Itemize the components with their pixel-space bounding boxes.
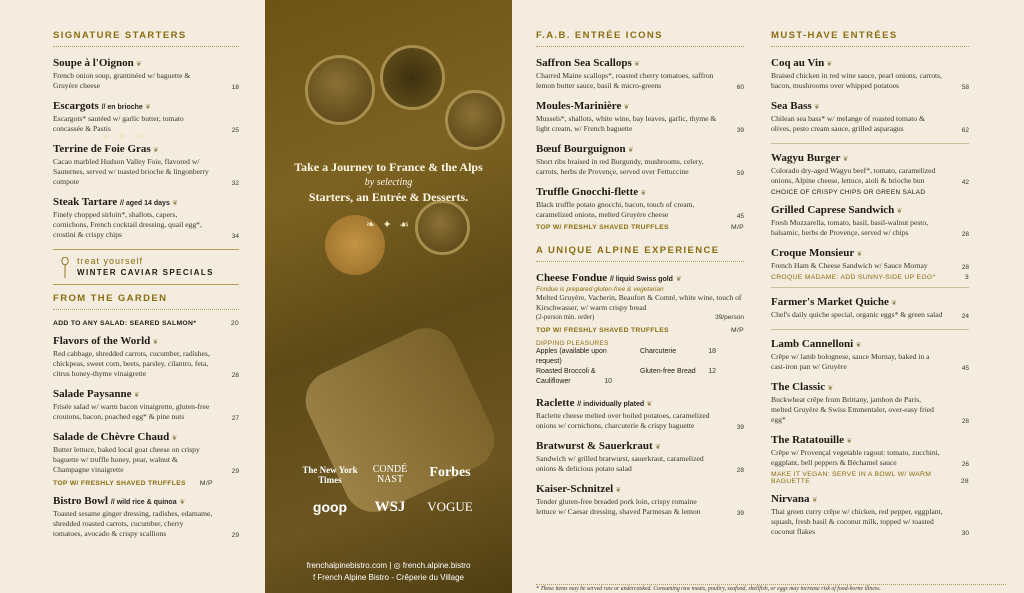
menu-item[interactable] bbox=[536, 397, 744, 431]
forbes-logo: Forbes bbox=[429, 465, 471, 480]
item-name: Moules-Marinière bbox=[536, 100, 622, 112]
item-price: 42 bbox=[961, 179, 969, 186]
fab-column bbox=[536, 30, 744, 526]
item-name: Terrine de Foie Gras bbox=[53, 143, 151, 155]
menu-item[interactable] bbox=[536, 483, 744, 517]
menu-item[interactable] bbox=[53, 196, 239, 240]
leaf-icon: ❦ bbox=[142, 103, 151, 111]
caviar-banner[interactable] bbox=[53, 249, 239, 285]
item-price: 18 bbox=[231, 84, 239, 91]
fab-list bbox=[536, 57, 744, 220]
divider bbox=[771, 143, 969, 144]
ornament-icon: ❧ ✦ ☙ bbox=[365, 218, 412, 231]
item-description: Thai green curry crêpe w/ chicken, red pepper, eggplant, squash, fresh basil & coconut milk, topped w/ toasted coconut flakes bbox=[771, 507, 943, 536]
section-title-must: MUST-HAVE ENTRÉES bbox=[771, 30, 969, 47]
leaf-icon: ❦ bbox=[613, 486, 622, 494]
salad-addon: ADD TO ANY SALAD: SEARED SALMON* 20 bbox=[53, 320, 239, 327]
leaf-icon: ❦ bbox=[853, 341, 862, 349]
nyt-logo: The New York Times bbox=[302, 465, 358, 485]
leaf-icon: ❦ bbox=[854, 250, 863, 258]
spoon-icon bbox=[61, 257, 69, 279]
leaf-icon: ❦ bbox=[131, 391, 140, 399]
item-description: Escargots* sautéed w/ garlic butter, tomato concassée & Pastis bbox=[53, 114, 184, 133]
item-description: Crêpe w/ Provençal vegetable ragout: tomato, zucchini, eggplant, bell peppers & Béchamel sauce bbox=[771, 448, 940, 467]
menu-item[interactable] bbox=[771, 381, 969, 425]
leaf-icon: ❦ bbox=[894, 207, 903, 215]
tagline: Take a Journey to France & the Alps by selecting Starters, an Entrée & Desserts. bbox=[294, 160, 483, 204]
item-description: Fresh Mozzarella, tomato, basil, basil-walnut pesto, balsamic, herbs de Provençe, served w/ chips bbox=[771, 218, 929, 237]
croque-madame-addon: CROQUE MADAME: ADD SUNNY-SIDE UP EGG* 3 bbox=[771, 274, 969, 281]
item-subtitle: // en brioche bbox=[101, 104, 143, 111]
leaf-icon: ❦ bbox=[150, 338, 159, 346]
item-price: 24 bbox=[961, 313, 969, 320]
item-price: 28 bbox=[231, 372, 239, 379]
item-description: Short ribs braised in red Burgundy, mushrooms, celery, carrots, herbs de Provençe, served over Fettuccine bbox=[536, 157, 704, 176]
bowl-image bbox=[445, 90, 505, 150]
item-price: 29 bbox=[231, 468, 239, 475]
alpine-list bbox=[536, 397, 744, 517]
leaf-icon: ❦ bbox=[809, 496, 818, 504]
vogue-logo: VOGUE bbox=[427, 499, 473, 514]
item-price: 26 bbox=[961, 461, 969, 468]
bowl-image bbox=[380, 45, 445, 110]
item-description: Chef's daily quiche special, organic eggs* & green salad bbox=[771, 310, 943, 319]
item-description: Cacao marbled Hudson Valley Foie, flavored w/ Sauternes, served w/ toasted brioche & lingonberry compote bbox=[53, 157, 209, 186]
item-description: French Ham & Cheese Sandwich w/ Sauce Mornay bbox=[771, 261, 928, 270]
menu-item[interactable] bbox=[771, 493, 969, 537]
menu-item[interactable] bbox=[536, 57, 744, 91]
fondue-truffle-addon: TOP W/ FRESHLY SHAVED TRUFFLES M/P bbox=[536, 327, 744, 334]
leaf-icon: ❦ bbox=[133, 60, 142, 68]
item-description: French onion soup, grantinéed w/ baguette & Gruyère cheese bbox=[53, 71, 191, 90]
menu-item[interactable] bbox=[53, 388, 239, 422]
item-price: 62 bbox=[961, 127, 969, 134]
menu-item[interactable] bbox=[53, 431, 239, 475]
wsj-logo: WSJ bbox=[374, 499, 406, 515]
vegan-addon: MAKE IT VEGAN: SERVE IN A BOWL W/ WARM BAGUETTE 28 bbox=[771, 471, 969, 485]
item-price: 32 bbox=[231, 180, 239, 187]
item-name: Nirvana bbox=[771, 493, 810, 505]
item-description: Finely chopped sirloin*, shallots, capers, cornichons, French cocktail dressing, quail egg*, crostini & crispy chips bbox=[53, 210, 202, 239]
section-title-garden: FROM THE GARDEN bbox=[53, 293, 239, 310]
leaf-icon: ❦ bbox=[811, 103, 820, 111]
menu-item[interactable] bbox=[771, 204, 969, 238]
menu-item[interactable] bbox=[536, 186, 744, 220]
item-name: Raclette bbox=[536, 397, 575, 409]
item-description: Chilean sea bass* w/ melange of roasted tomato & olives, pesto cream sauce, grilled asparagus bbox=[771, 114, 925, 133]
dipping-title: DIPPING PLEASURES bbox=[536, 340, 609, 347]
item-description: Colorado dry-aged Wagyu beef*, tomato, caramelized onions, Alpine cheese, lettuce, aioli & brioche bun bbox=[771, 166, 936, 185]
item-name: The Classic bbox=[771, 381, 826, 393]
menu-item[interactable] bbox=[536, 440, 744, 474]
divider bbox=[771, 329, 969, 330]
leaf-icon: ❦ bbox=[844, 437, 853, 445]
item-price: 30 bbox=[961, 530, 969, 537]
leaf-icon: ❦ bbox=[888, 299, 897, 307]
menu-item[interactable] bbox=[53, 100, 239, 134]
item-price: 34 bbox=[231, 233, 239, 240]
item-description: Sandwich w/ grilled bratwurst, sauerkraut, caramelized onions & delicious potato salad bbox=[536, 454, 704, 473]
menu-item[interactable]: Cheese Fondue // liquid Swiss gold ❦ Fondue is prepared gluten-free & vegetarian Melted Gruyère, Vacherin, Beaufort & Comté, white wine, touch of Kirschwasser, w/ warm crispy bread (2-person min. order) 39/person bbox=[536, 272, 744, 321]
item-price: 28 bbox=[961, 264, 969, 271]
item-description: Tender gluten-free breaded pork loin, crispy romaine lettuce w/ Caesar dressing, shaved Parmesan & lemon bbox=[536, 497, 701, 516]
menu-item[interactable] bbox=[536, 100, 744, 134]
leaf-icon: ❦ bbox=[179, 498, 186, 506]
section-title-fab: F.A.B. ENTRÉE ICONS bbox=[536, 30, 744, 47]
item-name: Sea Bass bbox=[771, 100, 812, 112]
goop-logo: goop bbox=[312, 499, 348, 515]
leaf-icon: ❦ bbox=[625, 146, 634, 154]
menu-item[interactable] bbox=[771, 338, 969, 372]
item-price: 45 bbox=[736, 213, 744, 220]
item-price: 28 bbox=[736, 467, 744, 474]
starters-list bbox=[53, 57, 239, 240]
menu-item[interactable] bbox=[53, 143, 239, 187]
press-logos bbox=[300, 465, 480, 516]
item-price: 45 bbox=[961, 365, 969, 372]
item-name: Bratwurst & Sauerkraut bbox=[536, 440, 653, 452]
item-name: Salade Paysanne bbox=[53, 388, 132, 400]
leaf-icon: ❦ bbox=[169, 199, 178, 207]
item-name: Farmer's Market Quiche bbox=[771, 296, 889, 308]
fab-truffle-addon: TOP W/ FRESHLY SHAVED TRUFFLES M/P bbox=[536, 224, 744, 231]
item-description: Crêpe w/ lamb bolognese, sauce Mornay, baked in a cast-iron pan w/ Gruyère bbox=[771, 352, 930, 371]
item-price: 27 bbox=[231, 415, 239, 422]
garden-truffle-addon: TOP W/ FRESHLY SHAVED TRUFFLES M/P bbox=[53, 480, 213, 487]
menu-item[interactable] bbox=[771, 152, 969, 186]
section-title-alpine: A UNIQUE ALPINE EXPERIENCE bbox=[536, 245, 744, 262]
item-price: 28 bbox=[961, 418, 969, 425]
disclaimer: * These items may be served raw or undercooked. Consuming raw meats, poultry, seafood, shellfish, or eggs may increase risk of food-borne illness. bbox=[536, 584, 1006, 592]
menu-item[interactable] bbox=[771, 247, 969, 271]
item-description: Braised chicken in red wine sauce, pearl onions, carrots, bacon, mushrooms over whipped potatoes bbox=[771, 71, 943, 90]
bowl-image bbox=[305, 55, 375, 125]
item-name: Salade de Chèvre Chaud bbox=[53, 431, 170, 443]
divider bbox=[771, 287, 969, 288]
item-subtitle: // individually plated bbox=[577, 401, 645, 408]
menu-item[interactable] bbox=[536, 143, 744, 177]
item-name: Flavors of the World bbox=[53, 335, 151, 347]
dipping-item: Charcuterie 18 bbox=[640, 348, 716, 355]
item-description: Raclette cheese melted over boiled potatoes, caramelized onions w/ cornichons, charcuterie & crispy baguette bbox=[536, 411, 710, 430]
item-description: Charred Maine scallops*, roasted cherry tomatoes, saffron lemon butter sauce, basil & micro-greens bbox=[536, 71, 714, 90]
dipping-item: Gluten-free Bread 12 bbox=[640, 368, 716, 375]
item-name: Grilled Caprese Sandwich bbox=[771, 204, 895, 216]
menu-item[interactable] bbox=[53, 57, 239, 91]
burger-choice: CHOICE OF CRISPY CHIPS OR GREEN SALAD bbox=[771, 189, 926, 196]
caviar-line2: WINTER CAVIAR SPECIALS bbox=[77, 268, 214, 277]
item-price: 39 bbox=[736, 424, 744, 431]
item-description: Frisée salad w/ warm bacon vinaigrette, gluten-free croutons, bacon, poached egg* & pine nuts bbox=[53, 402, 210, 421]
item-name: The Ratatouille bbox=[771, 434, 845, 446]
facebook-link[interactable]: f French Alpine Bistro - Crêperie du Village bbox=[312, 573, 465, 582]
item-name: Soupe à l'Oignon bbox=[53, 57, 134, 69]
caviar-line1: treat yourself bbox=[77, 256, 144, 266]
item-price: 28 bbox=[961, 231, 969, 238]
website-link[interactable]: frenchalpinebistro.com | ◎ french.alpine.bistro bbox=[306, 561, 471, 570]
leaf-icon: ❦ bbox=[824, 60, 833, 68]
menu-item[interactable] bbox=[771, 434, 969, 468]
dipping-item: Apples (available upon request) bbox=[536, 348, 607, 365]
menu-item[interactable] bbox=[771, 57, 969, 91]
item-description: Black truffle potato gnocchi, bacon, touch of cream, caramelized onions, melted Gruyère cheese bbox=[536, 200, 695, 219]
item-name: Bœuf Bourguignon bbox=[536, 143, 626, 155]
item-subtitle: // aged 14 days bbox=[120, 200, 170, 207]
dipping-item: Roasted Broccoli & Cauliflower 10 bbox=[536, 368, 612, 385]
ornament-icon: ❧ ✦ ☙ bbox=[100, 130, 147, 143]
item-description: Red cabbage, shredded carrots, cucumber, radishes, chickpeas, sweet corn, beets, parsley, cilantro, feta, citrus honey-thyme vinaigrette bbox=[53, 349, 210, 378]
item-name: Saffron Sea Scallops bbox=[536, 57, 632, 69]
menu-item[interactable] bbox=[771, 100, 969, 134]
menu-item[interactable] bbox=[53, 335, 239, 379]
item-price: 58 bbox=[961, 84, 969, 91]
item-name: Steak Tartare bbox=[53, 196, 118, 208]
item-price: 25 bbox=[231, 127, 239, 134]
leaf-icon: ❦ bbox=[631, 60, 640, 68]
item-description: Mussels*, shallots, white wine, bay leaves, garlic, thyme & light cream, w/ French baguette bbox=[536, 114, 717, 133]
item-price: 39 bbox=[736, 127, 744, 134]
item-description: Buckwheat crêpe from Brittany, jambon de Paris, melted Gruyère & Swiss Emmentaler, over-easy fried egg* bbox=[771, 395, 934, 424]
menu-item[interactable]: Bistro Bowl // wild rice & quinoa ❦ Toasted sesame ginger dressing, radishes, edamame, shredded roasted carrots, cucumber, cherry tomatoes, avocado & crispy scallions 29 bbox=[53, 495, 239, 539]
dipping-list bbox=[536, 347, 744, 387]
item-price: 39 bbox=[736, 510, 744, 517]
conde-nast-logo: CONDÉ NAST bbox=[372, 464, 408, 485]
item-name: Croque Monsieur bbox=[771, 247, 855, 259]
leaf-icon: ❦ bbox=[621, 103, 630, 111]
left-panel bbox=[0, 0, 265, 593]
leaf-icon: ❦ bbox=[840, 155, 849, 163]
leaf-icon: ❦ bbox=[150, 146, 159, 154]
leaf-icon: ❦ bbox=[644, 400, 653, 408]
item-name: Truffle Gnocchi-flette bbox=[536, 186, 639, 198]
must-column bbox=[771, 30, 969, 546]
item-name: Kaiser-Schnitzel bbox=[536, 483, 614, 495]
menu-item[interactable] bbox=[771, 296, 969, 320]
item-name: Escargots bbox=[53, 100, 99, 112]
item-description: Butter lettuce, baked local goat cheese on crispy baguette w/ truffle honey, pear, walnut & Champagne vinaigrette bbox=[53, 445, 200, 474]
garden-list bbox=[53, 335, 239, 475]
item-price: 59 bbox=[736, 170, 744, 177]
leaf-icon: ❦ bbox=[652, 443, 661, 451]
leaf-icon: ❦ bbox=[638, 189, 647, 197]
item-name: Lamb Cannelloni bbox=[771, 338, 854, 350]
section-title-starters: SIGNATURE STARTERS bbox=[53, 30, 239, 47]
leaf-icon: ❦ bbox=[825, 384, 834, 392]
item-name: Coq au Vin bbox=[771, 57, 825, 69]
item-price: 60 bbox=[736, 84, 744, 91]
item-name: Wagyu Burger bbox=[771, 152, 841, 164]
leaf-icon: ❦ bbox=[169, 434, 178, 442]
